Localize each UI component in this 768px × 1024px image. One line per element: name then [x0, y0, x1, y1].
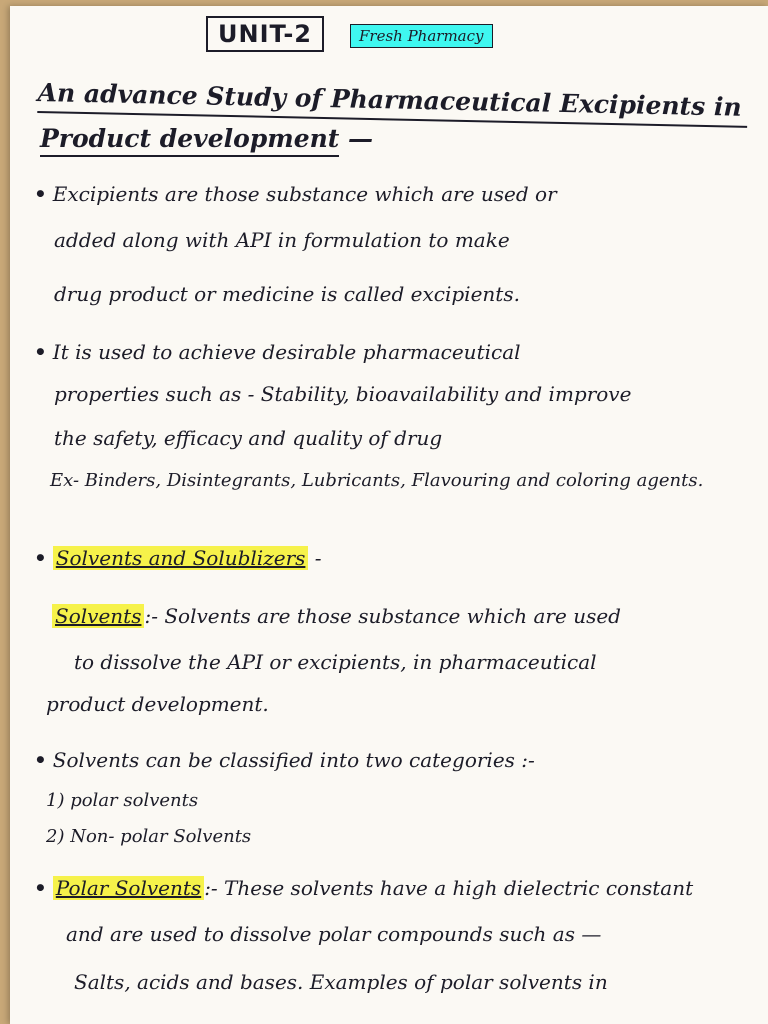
note-line: • It is used to achieve desirable pharmaceutical [34, 340, 768, 364]
notebook-page [10, 6, 768, 1024]
polar-label: Polar Solvents [53, 876, 204, 900]
note-line: • Excipients are those substance which are used or [34, 182, 768, 206]
highlighted-heading: Solvents and Solublizers [53, 546, 309, 570]
solvents-text: :- Solvents are those substance which are used [144, 604, 621, 628]
note-line: Salts, acids and bases. Examples of polar solvents in [74, 970, 608, 994]
list-item: 2) Non- polar Solvents [46, 826, 252, 847]
title-underlined-text: Product development [40, 124, 339, 157]
note-line: and are used to dissolve polar compounds such as — [66, 922, 602, 946]
note-line: product development. [46, 692, 269, 716]
section-heading [34, 546, 768, 570]
page-title: An advance Study of Pharmaceutical Excipients in [37, 78, 748, 128]
note-line: Ex- Binders, Disintegrants, Lubricants, Flavouring and coloring agents. [50, 470, 704, 491]
polar-text: :- These solvents have a high dielectric constant [204, 876, 694, 900]
polar-definition [34, 876, 768, 900]
list-item: 1) polar solvents [46, 790, 199, 811]
note-line: drug product or medicine is called excipients. [54, 282, 520, 306]
source-tag: Fresh Pharmacy [350, 24, 493, 48]
note-line: added along with API in formulation to make [54, 228, 510, 252]
unit-label: UNIT-2 [206, 16, 324, 52]
page-title-continued [40, 124, 373, 153]
title-dash: — [339, 124, 374, 153]
note-line: properties such as - Stability, bioavailability and improve [54, 382, 632, 406]
note-line: to dissolve the API or excipients, in pharmaceutical [74, 650, 597, 674]
solvents-definition [52, 604, 768, 628]
note-line: the safety, efficacy and quality of drug [54, 426, 443, 450]
classification-intro: • Solvents can be classified into two categories :- [34, 748, 768, 772]
solvents-label: Solvents [52, 604, 144, 628]
heading-suffix: - [308, 546, 322, 570]
